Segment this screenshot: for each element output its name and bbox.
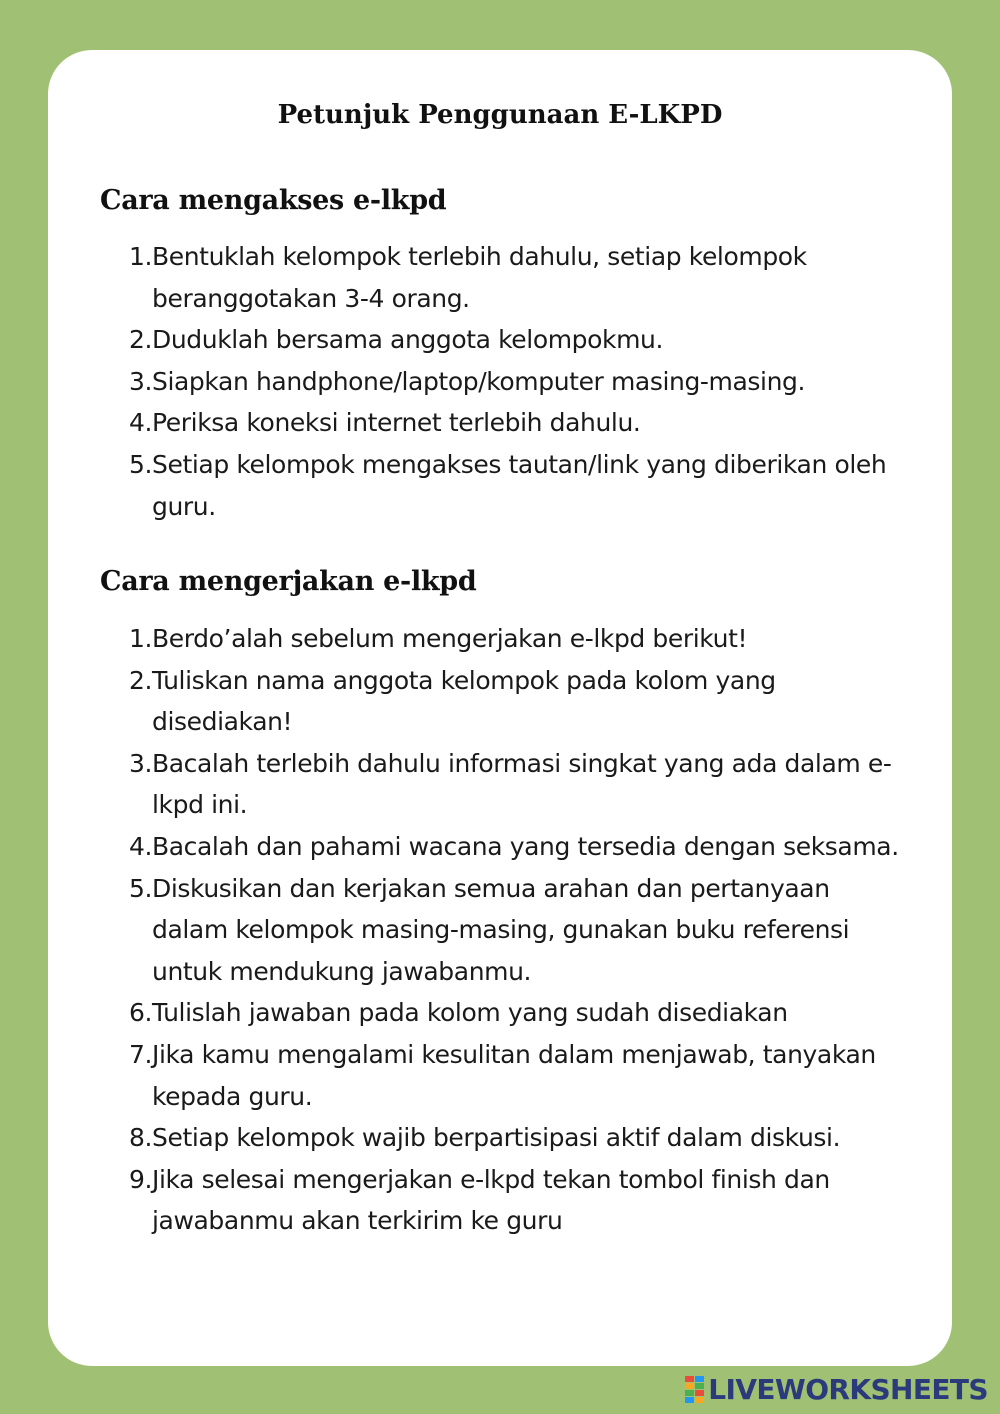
list-item [100,402,900,444]
list-item [100,1034,900,1117]
list-number: 4. [128,831,152,861]
work-steps-list [100,618,900,1242]
list-text: Berdo’alah sebelum mengerjakan e-lkpd berikut! [152,624,748,653]
list-text: Diskusikan dan kerjakan semua arahan dan pertanyaan dalam kelompok masing-masing, gunakan buku referensi untuk mendukung jawabanmu. [152,873,850,986]
liveworksheets-logo-icon [685,1376,704,1403]
list-number: 1. [128,624,152,653]
list-item [100,660,900,743]
list-item [100,868,900,993]
list-item [100,826,900,868]
list-number: 2. [128,665,152,695]
list-text: Bacalah terlebih dahulu informasi singkat yang ada dalam e-lkpd ini. [152,748,892,820]
list-text: Periksa koneksi internet terlebih dahulu. [152,408,641,438]
list-item [100,319,900,361]
list-text: Setiap kelompok wajib berpartisipasi aktif dalam diskusi. [152,1123,841,1153]
list-item [100,236,900,319]
section-title-access: Cara mengakses e-lkpd [100,185,447,216]
liveworksheets-brand[interactable] [685,1374,988,1404]
page-title: Petunjuk Penggunaan E-LKPD [277,100,723,130]
list-item [100,618,900,660]
list-number: 6. [128,998,152,1028]
list-number: 9. [128,1164,152,1194]
list-item [100,1159,900,1242]
list-item [100,1117,900,1159]
list-item [100,361,900,403]
list-number: 5. [128,449,152,479]
list-number: 2. [128,325,152,355]
access-steps-list [100,236,900,527]
list-text: Tulislah jawaban pada kolom yang sudah disediakan [152,998,788,1028]
list-text: Tuliskan nama anggota kelompok pada kolom yang disediakan! [152,665,776,737]
list-number: 8. [128,1123,152,1153]
list-text: Bacalah dan pahami wacana yang tersedia dengan seksama. [152,831,899,861]
section-title-work: Cara mengerjakan e-lkpd [100,566,477,597]
list-text: Jika selesai mengerjakan e-lkpd tekan tombol finish dan jawabanmu akan terkirim ke guru [152,1164,830,1236]
list-text: Bentuklah kelompok terlebih dahulu, setiap kelompok beranggotakan 3-4 orang. [152,242,807,313]
list-text: Setiap kelompok mengakses tautan/link yang diberikan oleh guru. [152,449,887,521]
list-number: 7. [128,1039,152,1069]
list-text: Duduklah bersama anggota kelompokmu. [152,325,664,355]
brand-text: LIVEWORKSHEETS [708,1372,988,1406]
list-item [100,992,900,1034]
list-number: 3. [128,366,152,396]
list-text: Jika kamu mengalami kesulitan dalam menjawab, tanyakan kepada guru. [152,1039,876,1111]
list-text: Siapkan handphone/laptop/komputer masing-masing. [152,366,806,396]
list-number: 3. [128,748,152,778]
list-number: 5. [128,873,152,903]
list-item [100,444,900,527]
list-number: 4. [128,408,152,438]
list-item [100,743,900,826]
list-number: 1. [128,242,152,271]
